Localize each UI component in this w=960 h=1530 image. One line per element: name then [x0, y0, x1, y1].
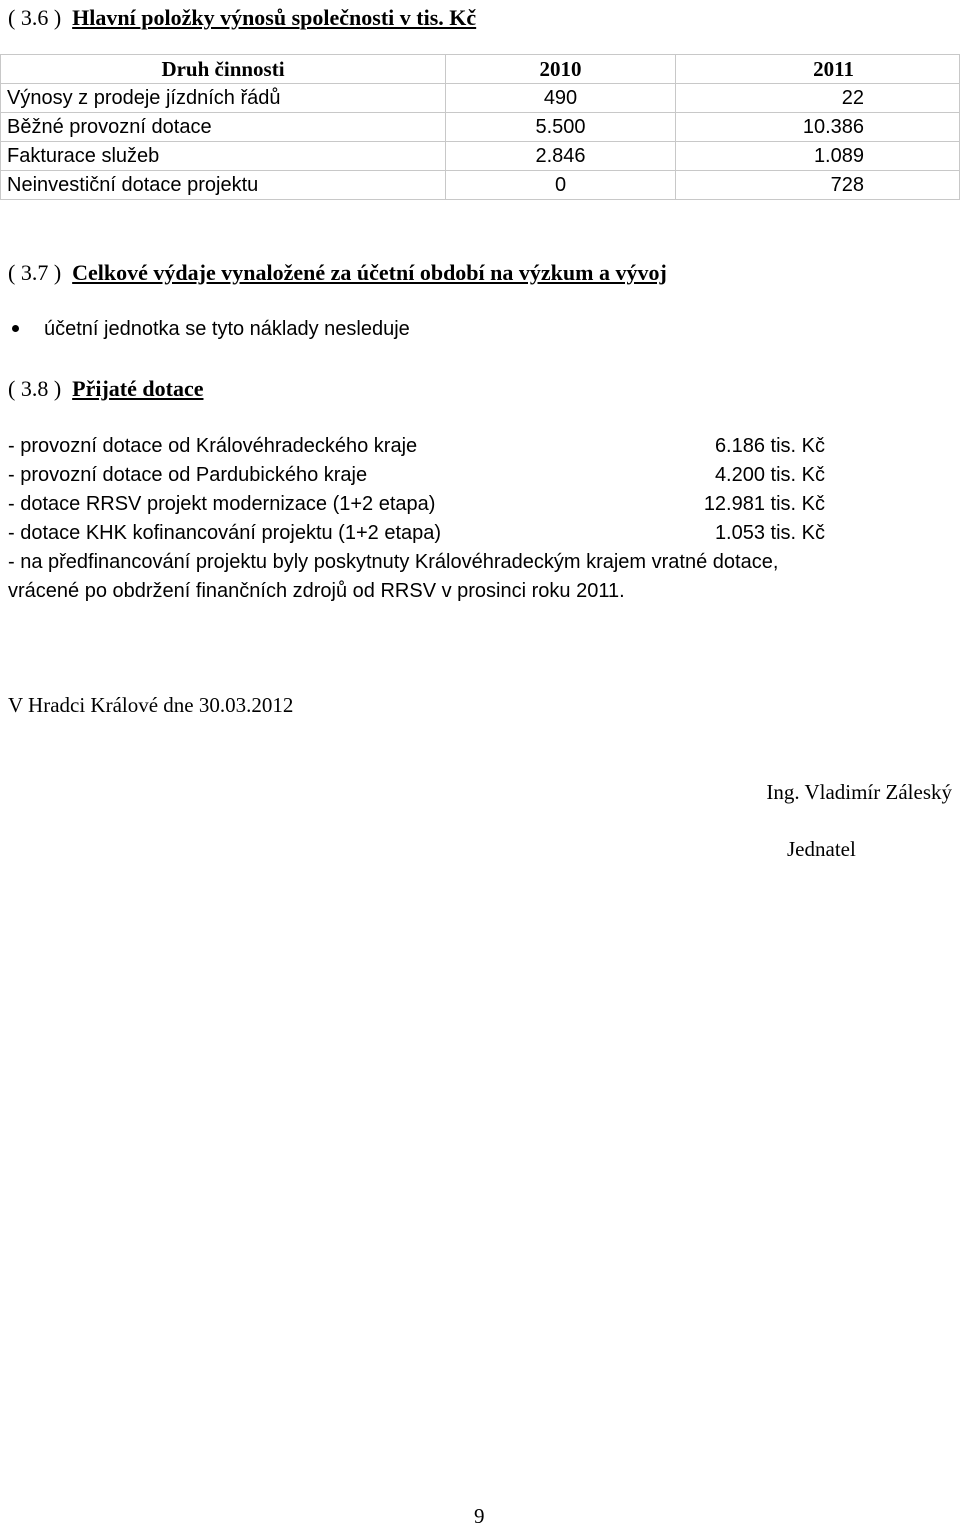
section-3-7-heading	[8, 259, 667, 287]
page-number: 9	[474, 1504, 485, 1528]
section-number: ( 3.8 )	[8, 376, 62, 401]
signatory-role: Jednatel	[787, 837, 856, 861]
column-header: 2010	[446, 55, 676, 84]
table-row	[1, 113, 960, 142]
grant-label: - dotace KHK kofinancování projektu (1+2 etapa)	[8, 522, 442, 544]
table-cell: Běžné provozní dotace	[1, 113, 446, 142]
grant-note-line: - na předfinancování projektu byly poskytnuty Královéhradeckým krajem vratné dotace,	[8, 551, 779, 573]
table-cell: 10.386	[676, 113, 960, 142]
section-title: Hlavní položky výnosů společnosti v tis. Kč	[72, 5, 477, 30]
place-date: V Hradci Králové dne 30.03.2012	[8, 693, 294, 717]
table-cell: 22	[676, 84, 960, 113]
rd-note: účetní jednotka se tyto náklady nesleduje	[44, 318, 410, 340]
table-row	[1, 84, 960, 113]
grant-label: - provozní dotace od Pardubického kraje	[8, 464, 368, 486]
income-table	[0, 54, 960, 200]
column-header: 2011	[676, 55, 960, 84]
table-cell: 490	[446, 84, 676, 113]
grant-label: - provozní dotace od Královéhradeckého kraje	[8, 435, 418, 457]
table-row	[1, 142, 960, 171]
table-cell: 2.846	[446, 142, 676, 171]
signatory-name: Ing. Vladimír Záleský	[766, 780, 952, 804]
section-title: Přijaté dotace	[72, 376, 204, 401]
table-row	[1, 171, 960, 200]
table-cell: Neinvestiční dotace projektu	[1, 171, 446, 200]
section-number: ( 3.7 )	[8, 260, 62, 285]
section-3-6-heading	[8, 4, 476, 32]
section-number: ( 3.6 )	[8, 5, 62, 30]
section-title: Celkové výdaje vynaložené za účetní období na výzkum a vývoj	[72, 260, 667, 285]
section-3-8-heading	[8, 375, 203, 403]
grant-note-line: vrácené po obdržení finančních zdrojů od RRSV v prosinci roku 2011.	[8, 580, 625, 602]
grant-amount: 1.053 tis. Kč	[714, 522, 825, 544]
table-cell: 0	[446, 171, 676, 200]
table-cell: Fakturace služeb	[1, 142, 446, 171]
table-cell: Výnosy z prodeje jízdních řádů	[1, 84, 446, 113]
grant-amount: 6.186 tis. Kč	[714, 435, 825, 457]
grant-amount: 4.200 tis. Kč	[714, 464, 825, 486]
grant-amount: 12.981 tis. Kč	[703, 493, 825, 515]
grant-label: - dotace RRSV projekt modernizace (1+2 etapa)	[8, 493, 436, 515]
table-header-row	[1, 55, 960, 84]
bullet-icon	[12, 325, 19, 332]
table-cell: 728	[676, 171, 960, 200]
column-header: Druh činnosti	[1, 55, 446, 84]
table-cell: 1.089	[676, 142, 960, 171]
table-cell: 5.500	[446, 113, 676, 142]
